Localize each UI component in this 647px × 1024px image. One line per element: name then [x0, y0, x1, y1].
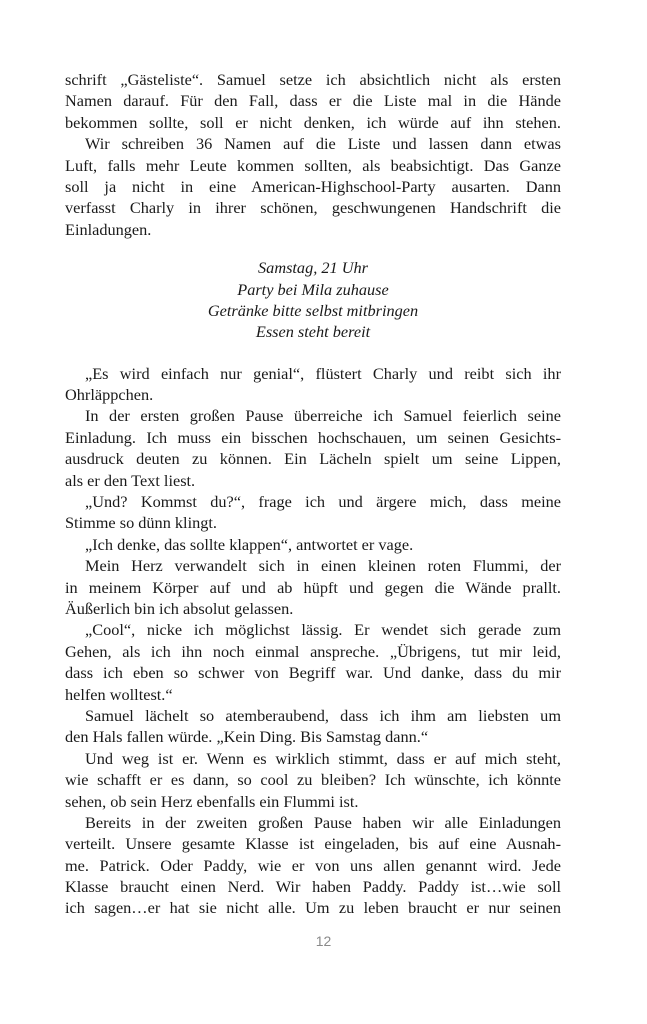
invitation-line: Samstag, 21 Uhr — [258, 258, 368, 278]
text-line: verteilt. Unsere gesamte Klasse ist eingeladen, bis auf eine Ausnah- — [65, 834, 561, 854]
paragraph — [65, 534, 561, 555]
text-line: Samuel lächelt so atemberaubend, dass ich ihm am liebsten um — [85, 705, 561, 725]
page-number: 12 — [315, 933, 332, 949]
invitation-line: Essen steht bereit — [255, 322, 371, 342]
text-line: bekommen sollte, soll er nicht denken, ich würde auf ihn stehen. — [65, 112, 561, 132]
text-line: In der ersten großen Pause überreiche ich Samuel feierlich seine — [85, 406, 561, 426]
text-line: helfen wolltest.“ — [65, 684, 173, 704]
text-line: Luft, falls mehr Leute kommen sollten, als beabsichtigt. Das Ganze — [65, 155, 561, 175]
paragraph — [65, 133, 561, 240]
text-line: soll ja nicht in eine American-Highschool-Party ausarten. Dann — [65, 176, 561, 196]
text-line: me. Patrick. Oder Paddy, wie er von uns allen genannt wird. Jede — [65, 855, 561, 875]
text-line: in meinem Körper auf und ab hüpft und gegen die Wände prallt. — [65, 577, 561, 597]
text-line: Einladungen. — [65, 219, 152, 239]
invitation-line: Getränke bitte selbst mitbringen — [207, 300, 419, 320]
text-line: „Und? Kommst du?“, frage ich und ärgere mich, dass meine — [85, 492, 561, 512]
text-line: Mein Herz verwandelt sich in einen kleinen roten Flummi, der — [85, 556, 561, 576]
invitation-text — [65, 257, 561, 343]
paragraph — [65, 405, 561, 491]
text-line: verfasst Charly in ihrer schönen, geschwungenen Handschrift die — [65, 198, 561, 218]
text-line: Wir schreiben 36 Namen auf die Liste und lassen dann etwas — [85, 134, 561, 154]
text-line: wie schafft er es dann, so cool zu bleiben? Ich wünschte, ich könnte — [65, 770, 561, 790]
text-line: „Ich denke, das sollte klappen“, antwortet er vage. — [85, 534, 414, 554]
text-line: ich sagen…er hat sie nicht alle. Um zu leben braucht er nur seinen — [65, 898, 561, 918]
text-line: Äußerlich bin ich absolut gelassen. — [65, 598, 294, 618]
text-line: Klasse braucht einen Nerd. Wir haben Paddy. Paddy ist…wie soll — [65, 877, 561, 897]
text-line: ausdruck deuten zu können. Ein Lächeln spielt um seine Lippen, — [65, 449, 561, 469]
paragraph — [65, 748, 561, 812]
text-line: „Cool“, nicke ich möglichst lässig. Er wendet sich gerade zum — [85, 620, 561, 640]
paragraph — [65, 555, 561, 619]
text-line: als er den Text liest. — [65, 470, 196, 490]
text-line: Einladung. Ich muss ein bisschen hochschauen, um seinen Gesichts- — [65, 427, 561, 447]
paragraph — [65, 705, 561, 748]
paragraph — [65, 363, 561, 406]
text-line: schrift „Gästeliste“. Samuel setze ich absichtlich nicht als ersten — [65, 70, 561, 89]
text-line: sehen, ob sein Herz ebenfalls ein Flummi ist. — [65, 791, 359, 811]
text-line: „Es wird einfach nur genial“, flüstert Charly und reibt sich ihr — [85, 363, 561, 383]
text-line: Bereits in der zweiten großen Pause haben wir alle Einladungen — [85, 812, 561, 832]
invitation-line: Party bei Mila zuhause — [237, 279, 389, 299]
text-line: dass ich eben so schwer von Begriff war. Und danke, dass du mir — [65, 663, 561, 683]
text-line: Und weg ist er. Wenn es wirklich stimmt, dass er auf mich steht, — [85, 748, 561, 768]
text-line: den Hals fallen würde. „Kein Ding. Bis Samstag dann.“ — [65, 727, 429, 747]
text-line: Ohrläppchen. — [65, 385, 154, 405]
body-text — [65, 69, 561, 919]
paragraph — [65, 491, 561, 534]
paragraph — [65, 69, 561, 133]
text-line: Stimme so dünn klingt. — [65, 513, 217, 533]
paragraph — [65, 619, 561, 705]
text-line: Gehen, als ich ihn noch einmal anspreche. „Übrigens, tut mir leid, — [65, 641, 561, 661]
text-line: Namen darauf. Für den Fall, dass er die Liste mal in die Hände — [65, 91, 561, 111]
paragraph — [65, 812, 561, 919]
